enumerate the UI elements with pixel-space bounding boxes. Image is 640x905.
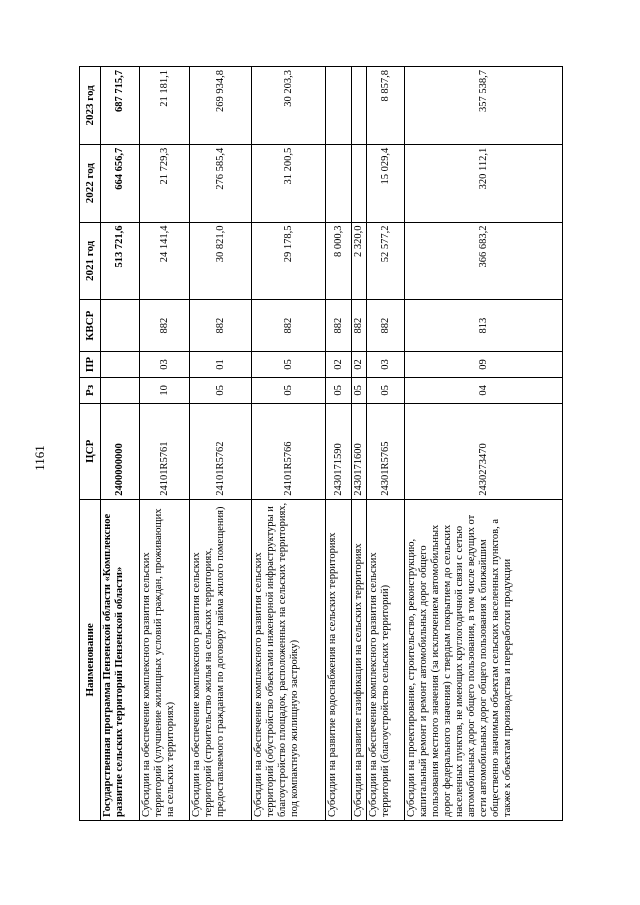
row-csr: 2430171590 <box>326 403 352 499</box>
row-csr: 24101R5766 <box>252 403 326 499</box>
row-kvsr <box>101 300 140 352</box>
row-pr: 05 <box>252 352 326 378</box>
table-row <box>252 67 326 821</box>
row-name: Субсидии на развитие газификации на сельских территориях <box>352 499 367 820</box>
row-2021: 366 683,2 <box>405 222 563 300</box>
row-kvsr: 882 <box>190 300 252 352</box>
row-2022: 15 029,4 <box>367 144 405 222</box>
table-row <box>140 67 190 821</box>
row-pr: 01 <box>190 352 252 378</box>
row-2023 <box>326 67 352 145</box>
page-number: 1161 <box>32 445 47 471</box>
header-pr: ПР <box>80 352 101 378</box>
row-rz: 05 <box>352 377 367 403</box>
row-rz <box>101 377 140 403</box>
row-pr: 03 <box>140 352 190 378</box>
row-pr: 02 <box>326 352 352 378</box>
row-rz: 05 <box>367 377 405 403</box>
table-container <box>79 66 619 821</box>
row-csr: 2430171600 <box>352 403 367 499</box>
row-pr: 03 <box>367 352 405 378</box>
row-2022 <box>326 144 352 222</box>
table-row <box>367 67 405 821</box>
row-csr: 24101R5761 <box>140 403 190 499</box>
table-row <box>101 67 140 821</box>
row-2022: 320 112,1 <box>405 144 563 222</box>
row-name: Субсидии на обеспечение комплексного развития сельских территорий (обустройство объектами инженерной инфраструктуры и благоустройство площадок, расположенных на сельских территориях, под компактную жилищную застройку) <box>252 499 326 820</box>
row-2022: 21 729,3 <box>140 144 190 222</box>
header-2023: 2023 год <box>80 67 101 145</box>
header-csr: ЦСР <box>80 403 101 499</box>
row-kvsr: 882 <box>367 300 405 352</box>
row-name: Субсидии на обеспечение комплексного развития сельских территорий (благоустройство сельских территорий) <box>367 499 405 820</box>
row-rz: 05 <box>326 377 352 403</box>
row-2022: 31 200,5 <box>252 144 326 222</box>
row-name: Государственная программа Пензенской области «Комплексное развитие сельских территорий Пензенской области» <box>101 499 140 820</box>
row-rz: 04 <box>405 377 563 403</box>
table-row <box>405 67 563 821</box>
row-2022: 664 656,7 <box>101 144 140 222</box>
header-name: Наименование <box>80 499 101 820</box>
budget-table <box>79 66 563 821</box>
row-kvsr: 813 <box>405 300 563 352</box>
row-pr: 09 <box>405 352 563 378</box>
row-2022: 276 585,4 <box>190 144 252 222</box>
row-2023: 21 181,1 <box>140 67 190 145</box>
row-csr: 24301R5765 <box>367 403 405 499</box>
row-2023: 8 857,8 <box>367 67 405 145</box>
row-2023 <box>352 67 367 145</box>
header-2022: 2022 год <box>80 144 101 222</box>
row-2021: 30 821,0 <box>190 222 252 300</box>
row-kvsr: 882 <box>252 300 326 352</box>
row-kvsr: 882 <box>352 300 367 352</box>
row-2023: 30 203,3 <box>252 67 326 145</box>
row-name: Субсидии на проектирование, строительство, реконструкцию, капитальный ремонт и ремонт автомобильных дорог общего пользования местного значения (за исключением автомобильных дорог федерального значения) с твердым покрытием до сельских населенных пунктов, не имеющих круглогодичной связи с сетью автомобильных дорог общего пользования, в том числе ведущих от сети автомобильных дорог общего пользования к ближайшим общественно значимым объектам сельских населенных пунктов, а также к объектам производства и переработки продукции <box>405 499 563 820</box>
row-name: Субсидии на обеспечение комплексного развития сельских территорий (улучшение жилищных условий граждан, проживающих на сельских территориях) <box>140 499 190 820</box>
row-pr: 02 <box>352 352 367 378</box>
row-2023: 269 934,8 <box>190 67 252 145</box>
row-rz: 05 <box>190 377 252 403</box>
row-2021: 29 178,5 <box>252 222 326 300</box>
row-2023: 687 715,7 <box>101 67 140 145</box>
row-2021: 2 320,0 <box>352 222 367 300</box>
row-kvsr: 882 <box>326 300 352 352</box>
row-kvsr: 882 <box>140 300 190 352</box>
row-name: Субсидии на развитие водоснабжения на сельских территориях <box>326 499 352 820</box>
row-2021: 52 577,2 <box>367 222 405 300</box>
header-kvsr: КВСР <box>80 300 101 352</box>
table-row <box>326 67 352 821</box>
table-row <box>190 67 252 821</box>
row-2021: 513 721,6 <box>101 222 140 300</box>
header-2021: 2021 год <box>80 222 101 300</box>
row-rz: 05 <box>252 377 326 403</box>
row-rz: 10 <box>140 377 190 403</box>
row-pr <box>101 352 140 378</box>
row-2021: 24 141,4 <box>140 222 190 300</box>
row-2022 <box>352 144 367 222</box>
table-row <box>352 67 367 821</box>
row-csr: 2430273470 <box>405 403 563 499</box>
row-name: Субсидии на обеспечение комплексного развития сельских территорий (строительство жилья на сельских территориях, предоставляемого гражданам по договору найма жилого помещения) <box>190 499 252 820</box>
header-rz: Рз <box>80 377 101 403</box>
row-2021: 8 000,3 <box>326 222 352 300</box>
row-csr: 2400000000 <box>101 403 140 499</box>
header-row <box>80 67 101 821</box>
row-csr: 24101R5762 <box>190 403 252 499</box>
row-2023: 357 538,7 <box>405 67 563 145</box>
